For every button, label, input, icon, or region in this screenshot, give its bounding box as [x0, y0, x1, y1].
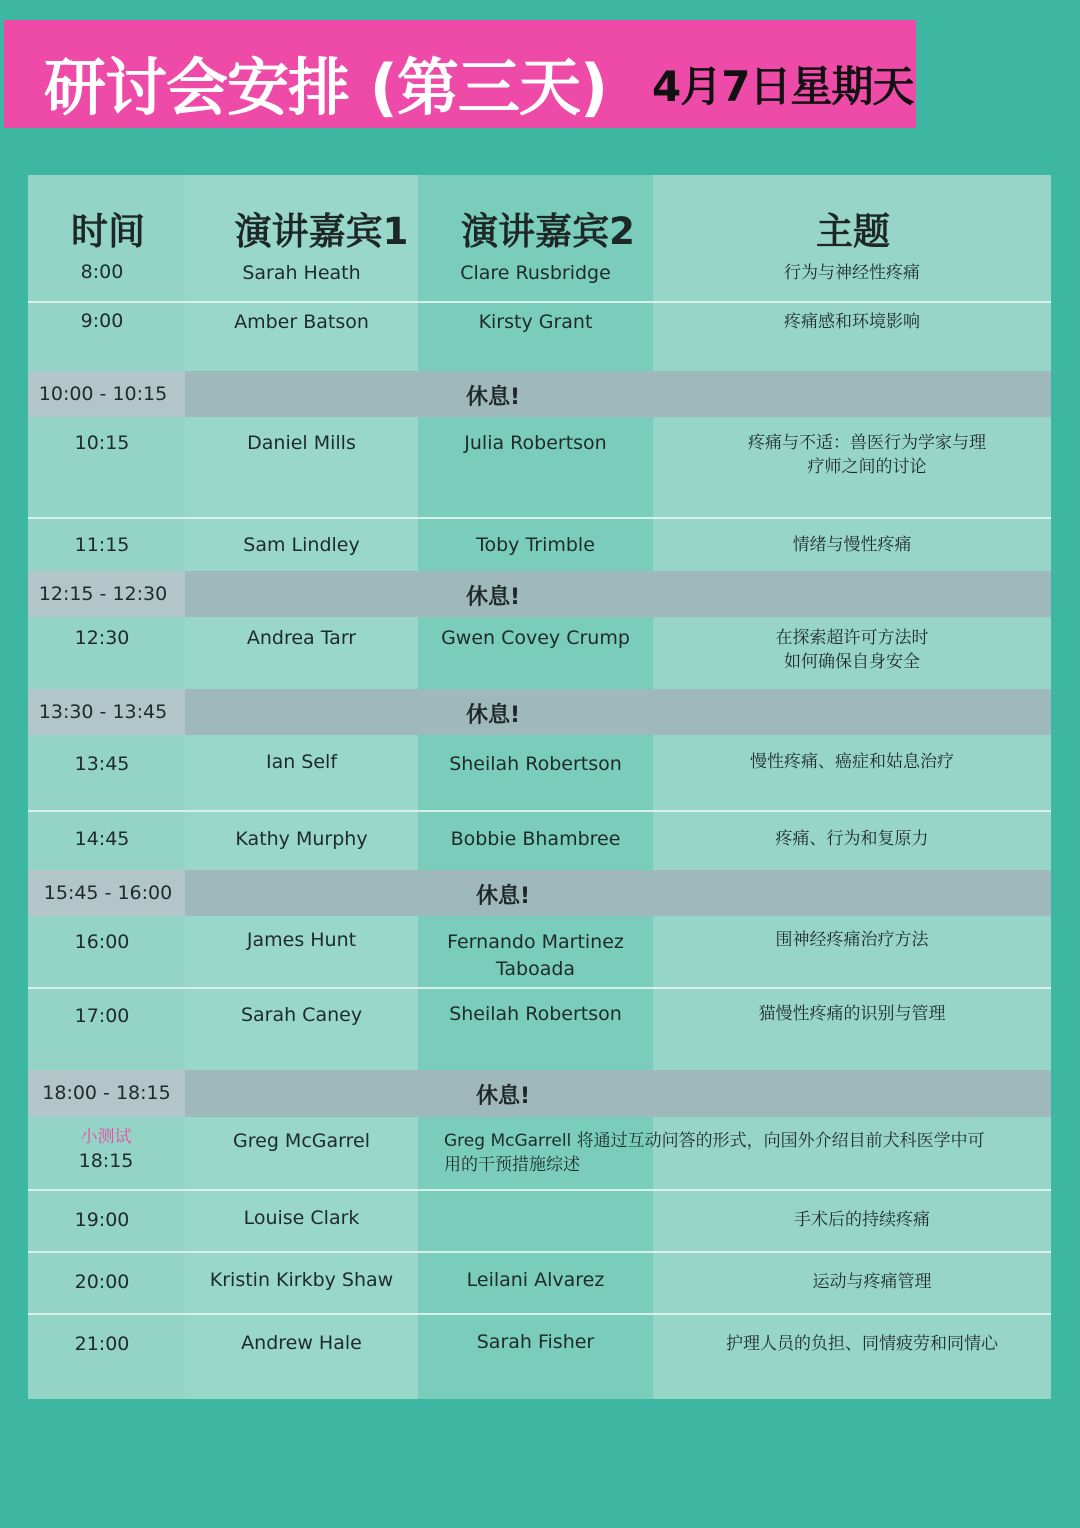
break-time: 10:00 - 10:15 — [38, 383, 168, 405]
break-time: 15:45 - 16:00 — [43, 882, 173, 904]
row-speaker2: Toby Trimble — [476, 534, 595, 556]
row-speaker2: Gwen Covey Crump — [441, 627, 630, 649]
break-label: 休息! — [476, 1084, 531, 1109]
table-row — [28, 916, 1051, 989]
row-topic: 手术后的持续疼痛 — [794, 1210, 930, 1230]
schedule-table — [28, 175, 1051, 1399]
row-topic: 情绪与慢性疼痛 — [792, 535, 912, 555]
row-topic-line2: 如何确保自身安全 — [784, 652, 920, 672]
row-speaker1: Louise Clark — [243, 1207, 360, 1229]
table-row — [28, 303, 1051, 371]
page-title: 研讨会安排 (第三天) — [44, 51, 608, 124]
row-speaker1: Ian Self — [265, 751, 338, 773]
table-row — [28, 1315, 1051, 1399]
row-topic: 围神经疼痛治疗方法 — [775, 930, 929, 950]
break-label: 休息! — [466, 585, 521, 610]
break-time: 12:15 - 12:30 — [38, 583, 168, 605]
row-speaker2-line1: Fernando Martinez — [447, 931, 624, 953]
table-row — [28, 1191, 1051, 1253]
row-time: 17:00 — [74, 1005, 130, 1027]
row-speaker1: Kristin Kirkby Shaw — [209, 1269, 394, 1291]
row-speaker2: Sheilah Robertson — [449, 753, 622, 775]
quiz-description-line1: Greg McGarrell 将通过互动问答的形式，向国外介绍目前犬科医学中可 — [444, 1131, 985, 1151]
row-topic: 运动与疼痛管理 — [812, 1272, 932, 1292]
row-speaker2: Julia Robertson — [464, 432, 607, 454]
row-speaker1: Andrea Tarr — [246, 627, 357, 649]
row-topic-line2: 疗师之间的讨论 — [807, 457, 927, 477]
title-banner — [4, 20, 916, 128]
header-time: 时间 — [71, 210, 145, 253]
row-time: 9:00 — [80, 310, 124, 332]
row-speaker2-line2: Taboada — [495, 958, 576, 980]
break-label: 休息! — [476, 884, 531, 909]
row-time: 12:30 — [74, 627, 130, 649]
row-topic-line1: 疼痛与不适：兽医行为学家与理 — [748, 433, 986, 453]
row-topic: 猫慢性疼痛的识别与管理 — [758, 1004, 946, 1024]
table-row — [28, 735, 1051, 812]
row-speaker2: Kirsty Grant — [478, 311, 593, 333]
table-row — [28, 812, 1051, 870]
row-time: 10:15 — [74, 432, 130, 454]
quiz-label: 小测试 — [80, 1127, 132, 1147]
break-row — [28, 371, 1051, 417]
row-speaker1: James Hunt — [246, 929, 357, 951]
row-time: 19:00 — [74, 1209, 130, 1231]
row-speaker1: Greg McGarrel — [233, 1130, 370, 1152]
header-speaker1: 演讲嘉宾1 — [234, 210, 409, 253]
quiz-time: 18:15 — [78, 1150, 134, 1172]
quiz-row — [28, 1117, 1051, 1191]
break-row — [28, 1070, 1051, 1117]
row-speaker2: Clare Rusbridge — [460, 262, 611, 284]
row-speaker2: Sarah Fisher — [476, 1331, 595, 1353]
row-time — [32, 1125, 180, 1173]
break-label: 休息! — [466, 385, 521, 410]
row-time: 16:00 — [74, 931, 130, 953]
break-label: 休息! — [466, 703, 521, 728]
row-speaker1: Kathy Murphy — [235, 828, 368, 850]
break-row — [28, 870, 1051, 916]
row-time: 21:00 — [74, 1333, 130, 1355]
row-topic: 慢性疼痛、癌症和姑息治疗 — [750, 752, 954, 772]
break-row — [28, 571, 1051, 617]
row-time: 20:00 — [74, 1271, 130, 1293]
quiz-description-line2: 用的干预措施综述 — [444, 1155, 580, 1175]
row-speaker2: Sheilah Robertson — [449, 1003, 622, 1025]
table-row — [28, 989, 1051, 1070]
break-row — [28, 689, 1051, 735]
event-date: 4月7日星期天 — [652, 62, 914, 111]
header-speaker2: 演讲嘉宾2 — [461, 210, 635, 253]
row-speaker1: Sarah Caney — [240, 1004, 363, 1026]
row-speaker1: Andrew Hale — [241, 1332, 362, 1354]
table-row — [28, 617, 1051, 689]
break-time: 13:30 - 13:45 — [38, 701, 168, 723]
row-time: 11:15 — [74, 534, 130, 556]
table-row — [28, 519, 1051, 571]
row-topic: 疼痛感和环境影响 — [784, 312, 920, 332]
row-time: 8:00 — [80, 261, 124, 283]
row-speaker2: Bobbie Bhambree — [450, 828, 621, 850]
row-topic: 行为与神经性疼痛 — [784, 263, 920, 283]
row-topic: 疼痛、行为和复原力 — [775, 829, 929, 849]
row-speaker2: Leilani Alvarez — [466, 1269, 605, 1291]
table-row — [28, 417, 1051, 519]
row-topic: 护理人员的负担、同情疲劳和同情心 — [726, 1334, 998, 1354]
header-topic: 主题 — [816, 210, 890, 253]
row-speaker1: Sarah Heath — [242, 262, 361, 284]
row-speaker1: Amber Batson — [234, 311, 369, 333]
row-topic-line1: 在探索超许可方法时 — [775, 628, 929, 648]
row-time: 14:45 — [74, 828, 130, 850]
row-speaker1: Daniel Mills — [247, 432, 356, 454]
table-row — [28, 1253, 1051, 1315]
row-speaker1: Sam Lindley — [243, 534, 360, 556]
break-time: 18:00 - 18:15 — [42, 1082, 171, 1104]
table-row — [28, 235, 1051, 303]
row-time: 13:45 — [74, 753, 130, 775]
